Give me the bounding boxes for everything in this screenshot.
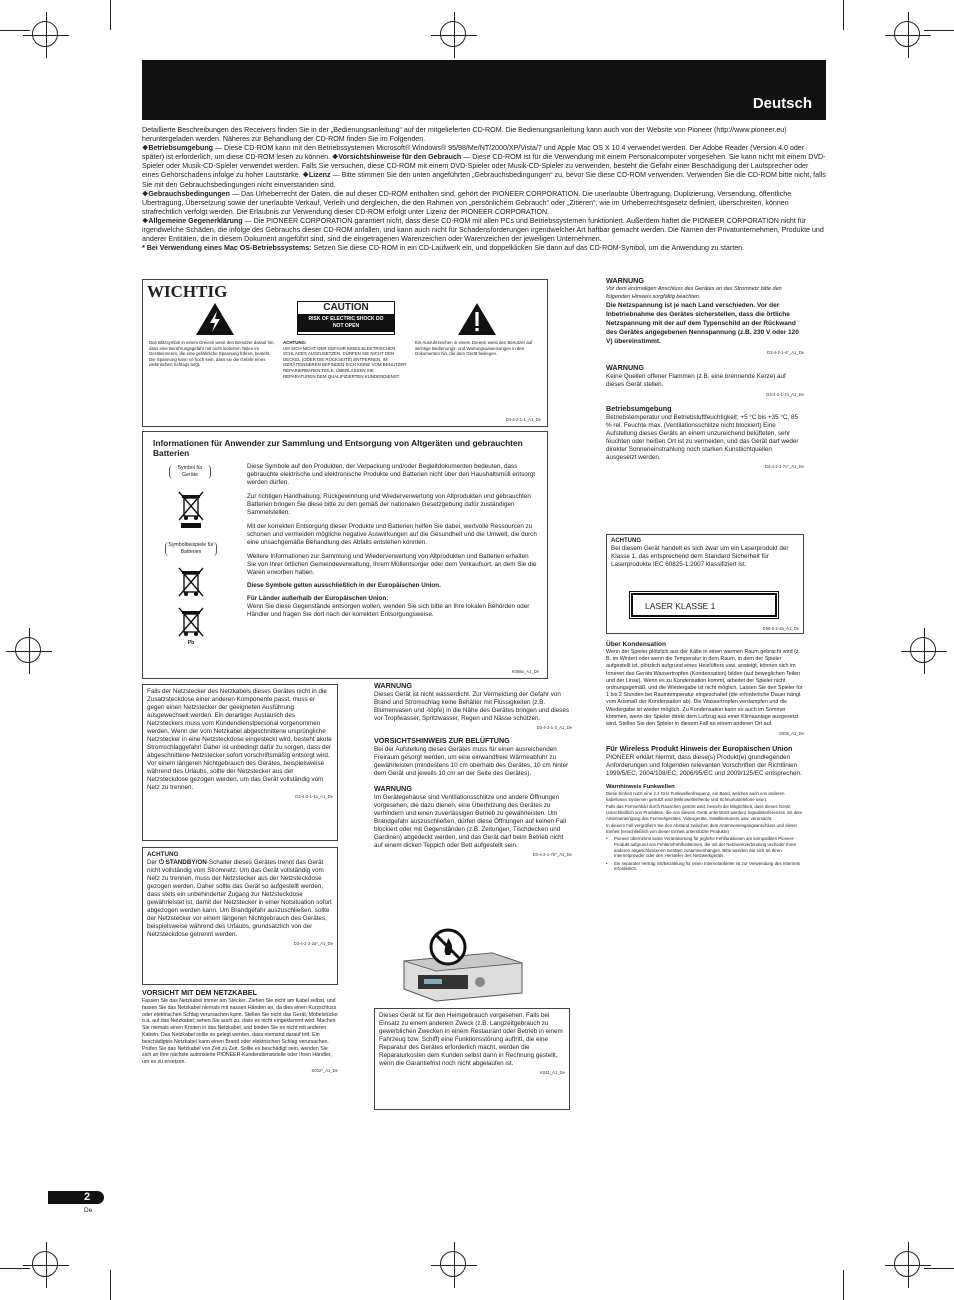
col3-top [606,276,804,469]
recycle-text [247,463,539,619]
bullet-icon: • [606,860,608,866]
crossed-bin-icon [177,566,205,602]
bullet-icon: • [606,836,608,842]
lizenz-label: ❖Lizenz [302,171,331,180]
trim-line [110,1270,111,1300]
laser-head: ACHTUNG [611,538,641,544]
col3-bottom [606,640,804,872]
heimgebrauch-text: Dieses Gerät ist für den Heimgebrauch vorgesehen. Falls bei Einsatz zu einem anderem Zweck (z.B. Langzeitgebrauch zu gewerblichen Zwecken in einem Restaurant oder Betrieb in einem Fahrzeug bzw. Schiff) eine Funktionsstörung auftritt, die eine Reparatur des Gerätes erforderlich macht, werden die Reparaturkosten dem Kunden selbst dann in Rechnung gestellt, wenn die Garantiefrist noch nicht abgelaufen ist. [379,1012,563,1067]
lightning-triangle-icon [195,302,235,336]
standby-bold: ⏻ STANDBY/ON [158,859,207,866]
page-number-tab [48,1191,104,1204]
standby-pre: Der [147,859,159,866]
trim-line [843,1270,844,1300]
trim-line [0,1268,30,1269]
laser-label-box [631,593,777,617]
caution-sub: RISK OF ELECTRIC SHOCK DO NOT OPEN [298,314,394,332]
wichtig-title: WICHTIG [147,282,228,301]
recycle-p4: Weitere Informationen zur Sammlung und Wiederverwertung von Altprodukten und Batterien erhalten Sie von Ihrer örtlichen Gemeindeverwaltung, Ihrem Müllentsorger oder dem Verkaufsort, an dem Sie die Waren erworben haben. [247,553,537,576]
registration-mark-icon [885,12,931,58]
netzkabel-section [142,988,338,1073]
registration-mark-icon [885,1242,931,1288]
registration-mark-icon [901,628,947,674]
recycle-p3: Mit der korrekten Entsorgung dieser Produkte und Batterien helfen Sie dabei, wertvolle Ressourcen zu schonen und vermeiden mögliche negative Auswirkungen auf die Gesundheit und die Umwelt, die durch eine unsachgemäße Behandlung des Abfalls entstehen könnten. [247,523,537,546]
trim-line [110,0,111,30]
w2-code: D3-4-2-1-7b*_A1_De [532,852,572,857]
recycle-p5: Diese Symbole gelten ausschließlich in der Europäischen Union. [247,582,441,589]
w2-head: WARNUNG [374,784,412,793]
trim-line [924,1268,954,1269]
recycle-p6: Für Länder außerhalb der Europäischen Union: [247,595,389,602]
betrieb-text: — Diese CD-ROM kann mit den Betriebssystemen Microsoft® Windows® 95/98/Me/NT/2000/XP/Vista/7 und Apple Mac OS X 10.4 verwendet werden. Der Adobe Reader (Version 4.0 oder später) ist erforderlich, um diese CD-ROM lesen zu können. [142,144,805,162]
c3-w1-head: WARNUNG [606,276,644,285]
caution-label: CAUTION [323,302,369,313]
betrieb-text: Betriebstemperatur und Betriebsluftfeuchtigkeit: +5 °C bis +35 °C, 85 % rel. Feuchte max. (Ventilationsschlitze nicht blockiert) Eine Aufstellung dieses Geräts an einem unzureichend belüfteten, sehr feuchten oder heißen Ort ist zu vermeiden, und das Gerät darf weder direkter Sonneneinstrahlung noch starken Kunstlichtquellen ausgesetzt werden. [606,414,799,462]
lightning-explanation: Das Blitzsymbol in einem Dreieck weist den Benutzer darauf hin, dass eine Berührungsgefahr mit nicht isolierten Teilen im Geräteinneren, die eine gefährliche Spannung führen, besteht. Die Spannung kann so hoch sein, dass sie die Gefahr eines elektrischen Schlags birgt. [149,340,275,368]
caution-explanation [283,340,407,379]
pb-label: Pb [187,640,195,646]
col2-text [374,681,572,857]
recycle-title: Informationen für Anwender zur Sammlung und Entsorgung von Altgeräten und gebrauchten Batterien [153,438,523,458]
crossed-bin-icon [177,606,205,642]
netzkabel-head: VORSICHT MIT DEM NETZKABEL [142,988,257,997]
header-bar [142,60,826,120]
kondensation-text: Wenn der Spieler plötzlich aus der Kälte in einen warmen Raum gebracht wird (z. B. im Winter) oder wenn die Temperatur in dem Raum, in dem der Spieler aufgestellt ist, plötzlich aufgrund eines Heizlüfters usw. ansteigt, können sich im Inneren des Geräts Wassertropfen (Kondensation) bilden (auf beweglichen Teilen und der Linse). Wenn es zu Kondensation kommt, arbeitet der Spieler nicht ordnungsgemäß, und die Wiedergabe ist nicht möglich. Lassen Sie den Spieler für 1 bis 2 Stunden bei Raumtemperatur eingeschaltet (die erforderliche Dauer hängt vom Ausmaß der Kondensation ab). Die Wassertropfen verdampfen und die Wiedergabe ist wieder möglich. Zu Kondensation kann es auch im Sommer kommen, wenn der Spieler direkt dem Luftzug aus einer Klimaanlage ausgesetzt wird. Stellen Sie den Spieler in diesem Fall an einem anderen Ort auf. [606,649,803,728]
standby-text: -Schalter dieses Gerätes trennt das Gerät nicht vollständig vom Stromnetz. Um das Gerät vollständig vom Netz zu trennen, muss der Netzstecker aus der Netzsteckdose gezogen werden. Daher sollte das Gerät so aufgestellt werden, dass stets ein unbehinderter Zugang zur Netzsteckdose gewährleistet ist, damit der Netzstecker in einer Notsituation sofort abgezogen werden kann. Um Brandgefahr auszuschließen, sollte der Netzstecker vor einem längeren Nichtgebrauch des Gerätes, beispielsweise während des Urlaubs, grundsätzlich von der Netzsteckdose getrennt werden. [147,859,332,938]
registration-mark-icon [23,12,69,58]
intro-paragraph: Detaillierte Beschreibungen des Receivers finden Sie in der „Bedienungsanleitung“ auf der mitgelieferten CD-ROM. Die Bedienungsanleitung kann auch von der Website von Pioneer (http://www.pioneer.eu) heruntergeladen werden. Näheres zur Behandlung der CD-ROM finden Sie im Folgenden. [142,126,787,144]
vorsicht-label: ❖Vorsichtshinweise für den Gebrauch [332,153,462,162]
recycle-p2: Zur richtigen Handhabung, Rückgewinnung und Wiederverwertung von Altprodukten und gebrauchten Batterien bringen Sie diese bitte zu den gemäß der nationalen Gesetzgebung dafür zuständigen Sammelstellen. [247,493,531,516]
w1-head: WARNUNG [374,681,412,690]
recycle-p1: Diese Symbole auf den Produkten, der Verpackung und/oder Begleitdokumenten bedeuten, dass gebrauchte elektrische und elektronische Produkte und Batterien nicht über den Haushaltsmüll entsorgt werden dürfen. [247,463,536,486]
standby-head: ACHTUNG [147,851,179,858]
w2-text: Im Gerätegehäuse sind Ventilationsschlitze und andere Öffnungen vorgesehen, die dazu dienen, eine Überhitzung des Gerätes zu verhindern und einen zuverlässigen Betrieb zu gewährleisten. Um Brandgefahr auszuschließen, dürfen diese Öffnungen auf keinen Fall blockiert oder mit Gegenständen (z.B. Zeitungen, Tischdecken und Gardinen) abgedeckt werden, und das Gerät darf beim Betrieb nicht auf einem dicken Teppich oder Bett aufgestellt sein. [374,794,567,849]
c3-w2-text: Keine Quellen offener Flammen (z.B. eine brennende Kerze) auf dieses Gerät stellen. [606,373,786,389]
netzkabel-code: S002*_A1_De [311,1067,338,1073]
w1-text: Dieses Gerät ist nicht wasserdicht. Zur Vermeidung der Gefahr von Brand und Stromschlag keine Behälter mit Flüssigkeiten (z.B. Blumenvasen und -töpfe) in die Nähe des Gerätes bringen und dieses vor Tropfwasser, Spritzwasser, Regen und Nässe schützen. [374,691,569,722]
exclamation-triangle-icon [457,302,497,336]
registration-mark-icon [431,1242,477,1288]
funk-b1-text: Pioneer übernimmt keine Verantwortung für jegliche Fehlfunktionen am kompatiblen Pioneer-Produkt aufgrund von Fehlern/Fehlfunktionen, die mit der Netzwerkverbindung und/oder Ihren anderen angeschlossenen Geräten zusammenhängen. Bitte wenden Sie sich an Ihren Internetprovider oder den Hersteller des Netzwerkgeräts. [614,836,797,859]
funk-bullet-2 [606,861,804,872]
funk-b2-text: Ein separater Vertrag mit/Bezahlung für einen Internetanbieter ist zur Verwendung des Internets erforderlich. [614,860,800,872]
mac-text: Setzen Sie diese CD-ROM in ein CD-Laufwerk ein, und doppelklicken Sie dann auf das CD-ROM-Symbol, um die Anwendung zu starten. [311,244,745,253]
gebrauch-label: ❖Gebrauchsbedingungen [142,189,230,198]
recycle-p7: Wenn Sie diese Gegenstände entsorgen wollen, wenden Sie sich bitte an Ihre lokalen Behörden oder Händler und fragen Sie dort nach der korrekten Entsorgungsweise. [247,603,530,618]
intro-body [142,144,826,253]
no-flame-icon [396,927,528,1003]
recycle-box [142,431,548,679]
gebrauch-text: — Das Urheberrecht der Daten, die auf dieser CD-ROM enthalten sind, gehört der PIONEER CORPORATION. Die unerlaubte Übertragung, Duplizierung, Versendung, öffentliche Übertragung, Übersetzung sowie der unerlaubte Verkauf, Verleih und dergleichen, die den Rahmen von „persönlichem Gebrauch“ oder „Zitieren“, wie im Urheberrechtsgesetz definiert, überschreiten, können strafrechtlich verfolgt werden. Die Erlaubnis zur Verwendung dieser CD-ROM erfolgt unter Lizenz der PIONEER CORPORATION. [142,189,792,216]
betrieb-label: ❖Betriebsumgebung [142,144,213,153]
laser-box [606,534,804,634]
netzstecker-code: D3-4-2-1-1a_A1_De [295,794,333,799]
funk-p1: Diese Einheit nutzt eine 2,4 GHz Funkwellenfrequenz, ein Band, welches auch von anderen kabellosen Systemen genutzt wird (Mikrowellenherde und Schnurlostelefone usw.). [606,791,785,802]
standby-box [142,847,338,985]
mac-label: * Bei Verwendung eines Mac OS-Betriebssystems: [142,244,312,253]
netzstecker-box [142,684,338,841]
sym-geraete-label: Symbol für Geräte [169,465,211,479]
registration-mark-icon [6,628,52,674]
heimgebrauch-box [374,1008,570,1110]
wireless-head: Für Wireless Produkt Hinweis der Europäischen Union [606,744,793,754]
c3-w2-head: WARNUNG [606,363,644,373]
recycle-code: K058a_A1_De [511,669,539,674]
wireless-text: PIONEER erklärt hiermit, dass diese(s) Produkt(e) grundlegenden Anforderungen und folgenden relevanten Vorschriften der Richtlinien 1999/5/EC, 2004/108/EC, 2006/95/EC und 2009/125/EC entsprechen. [606,754,802,778]
kondensation-code: S005_A1_De [779,731,804,737]
vent-head: VORSICHTSHINWEIS ZUR BELÜFTUNG [374,736,510,745]
funk-bullet-1 [606,836,804,858]
c3-w1-bold: Die Netzspannung ist je nach Land verschieden. Vor der Inbetriebnahme des Gerätes sicherstellen, dass die örtliche Netzspannung mit der auf dem Typenschild an der Rückwand des Gerätes angegebenen Nennspannung (z.B. 230 V oder 120 V) übereinstimmt. [606,302,799,346]
laser-code: D58-5-2-2a_A1_De [762,626,799,631]
exclamation-explanation: Ein Ausrufezeichen in einem Dreieck weist den Benutzer auf wichtige Bedienungs- und Wartungsanweisungen in den Dokumenten hin, die dem Gerät beiliegen. [415,340,533,357]
trim-line [843,0,844,30]
page-lang: De [84,1207,93,1214]
heimgebrauch-code: K041_A1_De [540,1070,565,1075]
caution-text: UM SICH NICHT DER GEFAHR EINES ELEKTRISCHEN SCHLAGES AUSZUSETZEN, DÜRFEN SIE NICHT DEN DECKEL (ODER DIE RÜCKSEITE) ENTFERNEN. IM GERÄTEINNEREN BEFINDEN SICH KEINE VOM BENUTZER REPARIERBAREN TEILE. ÜBERLASSEN SIE REPARATUREN DEM QUALIFIZIERTEN KUNDENDIENST. [283,345,407,379]
laser-label: LASER KLASSE 1 [645,601,716,611]
vent-text: Bei der Aufstellung dieses Gerätes muss für einen ausreichenden Freiraum gesorgt werden, um eine einwandfreie Wärmeabfuhr zu gewährleisten (mindestens 10 cm oberhalb des Gerätes, 10 cm hinter dem Gerät und jeweils 10 cm an der Seite des Gerätes). [374,746,569,777]
page-title: Deutsch [752,95,812,112]
lizenz-text: — Bitte stimmen Sie den unten angeführten „Gebrauchsbedingungen“ zu, bevor Sie diese CD-ROM verwenden. Verwenden Sie die CD-ROM bitte nicht, falls Sie mit den Gebrauchsbedingungen nicht einverstanden sind. [142,171,826,189]
funk-p2: Falls das Fernsehbild durch Rauschen gestört wird, besteht die Möglichkeit, dass dieses Gerät (einschließlich von Produkten, die von diesem Gerät unterstützt werden) Signalinterferenzen mit dem Antenneneingang des Fernsehgerätes, Videogeräte, Satellitentuners usw. verursacht. [606,804,803,821]
standby-body [147,859,333,939]
laser-text: Bei diesem Gerät handelt es sich zwar um ein Laserprodukt der Klasse 1, das entsprechend dem Standard Sicherheit für Laserprodukte IEC 60825-1:2007 klassifiziert ist. [611,545,789,568]
trim-line [0,30,30,31]
c3-w2-code: D3-4-2-1-7a_A1_De [766,392,804,398]
allg-text: — Die PIONEER CORPORATION garantiert nicht, dass diese CD-ROM mit allen PCs und Betriebssystemen funktioniert. Außerdem haftet die PIONEER CORPORATION nicht für irgendwelche Schäden, die infolge des Gebrauchs dieser CD-ROM anfallen, und kann auch nicht für Schadensforderungen irgendwelcher Art haftbar gemacht werden. Die Namen der Privatunternehmen, Produkte und anderer Entitäten, die in diesem Dokument angeführt sind, sind die eingetragenen Warenzeichen oder Warenzeichen der jeweiligen Unternehmen. [142,216,824,244]
c3-w1-code: D3-4-2-1-4*_A1_De [766,350,804,356]
kondensation-head: Über Kondensation [606,641,666,648]
sym-batt-label: Symbolbeispiele für Batterien [165,542,217,556]
allg-label: ❖Allgemeine Gegenerklärung [142,216,243,225]
netzstecker-text: Falls der Netzstecker des Netzkabels dieses Gerätes nicht in die Zusatzsteckdose einer anderen Komponente passt, muss er gegen einen Netzstecker der geeigneten Ausführung ausgewechselt werden. Ein derartiger Austausch des Netzsteckers muss vom Kundendienstpersonal vorgenommen werden. Wenn der vom Netzkabel abgeschnittene ursprüngliche Netzstecker in eine Netzsteckdose eingesteckt wird, besteht akute Stromschlaggefahr! Daher ist unbedingt dafür zu sorgen, dass der abgeschnittene Netzstecker sofort vorschriftsmäßig entsorgt wird. Vor einem längeren Nichtgebrauch des Gerätes, beispielsweise während des Urlaubs, sollte der Netzstecker aus der Netzsteckdose gezogen werden, um das Gerät vollständig vom Netz zu trennen. [147,688,332,791]
caution-label-box [297,301,395,335]
crossed-bin-icon [177,490,205,530]
caution-head: ACHTUNG: [283,340,307,345]
netzkabel-text: Fassen Sie das Netzkabel immer am Stecker. Ziehen Sie nicht am Kabel selbst, und fassen Sie das Netzkabel niemals mit nassen Händen an, da dies einen Kurzschluss oder elektrischen Schlag verursachen kann. Stellen Sie nicht das Gerät, Möbelstücke o.ä. auf das Netzkabel; sehen Sie auch zu, dass es nicht eingeklemmt wird. Machen Sie niemals einen Knoten in das Netzkabel, und binden Sie es nicht mit anderen Kabeln. Das Netzkabel sollte so gelegt werden, dass niemand darauf tritt. Ein beschädigtes Netzkabel kann einen Brand oder elektrischen Schlag verursachen. Prüfen Sie das Netzkabel von Zeit zu Zeit. Sollte es beschädigt sein, wenden Sie sich an Ihre nächste autorisierte PIONEER-Kundendienststelle oder Ihren Händler, um es zu ersetzen. [142,998,338,1066]
trim-line [924,30,954,31]
page-number: 2 [84,1191,91,1203]
wichtig-code: D3-4-2-1-1_A1_De [505,417,541,422]
funk-p3: In diesem Fall vergrößern Sie den Abstand zwischen dem Antenneneingangsanschluss und dieser Einheit (einschließlich von dieser Einheit unterstützte Produkte). [606,823,798,834]
funk-head: Warnhinweis Funkwellen [606,784,675,791]
intro-text [142,126,826,253]
betrieb-code: D3-4-2-1-7c*_A1_De [764,464,804,470]
registration-mark-icon [23,1242,69,1288]
w1-code: D3-4-2-1-3_A1_De [536,725,572,730]
vorsicht-text: — Diese CD-ROM ist für die Verwendung mit einem Personalcomputer vorgesehen. Sie kann nicht mit einem DVD-Spieler oder Musik-CD-Spieler verwendet werden. Falls Sie versuchen, diese CD-ROM mit einem DVD-Spieler oder Musik-CD-Spieler zu verwenden, besteht die Gefahr einer Beschädigung der Lautsprecher oder eines Gehörschadens infolge zu hoher Lautstärke. [142,153,826,180]
wichtig-box [142,279,548,427]
betrieb-head: Betriebsumgebung [606,404,672,414]
standby-code: D3-4-2-2-2a*_A1_De [293,941,333,946]
c3-w1-ital: Vor dem erstmaligen Anschluss des Gerätes an das Stromnetz bitte den folgenden Hinweis sorgfältig beachten. [606,286,782,300]
registration-mark-icon [431,12,477,58]
